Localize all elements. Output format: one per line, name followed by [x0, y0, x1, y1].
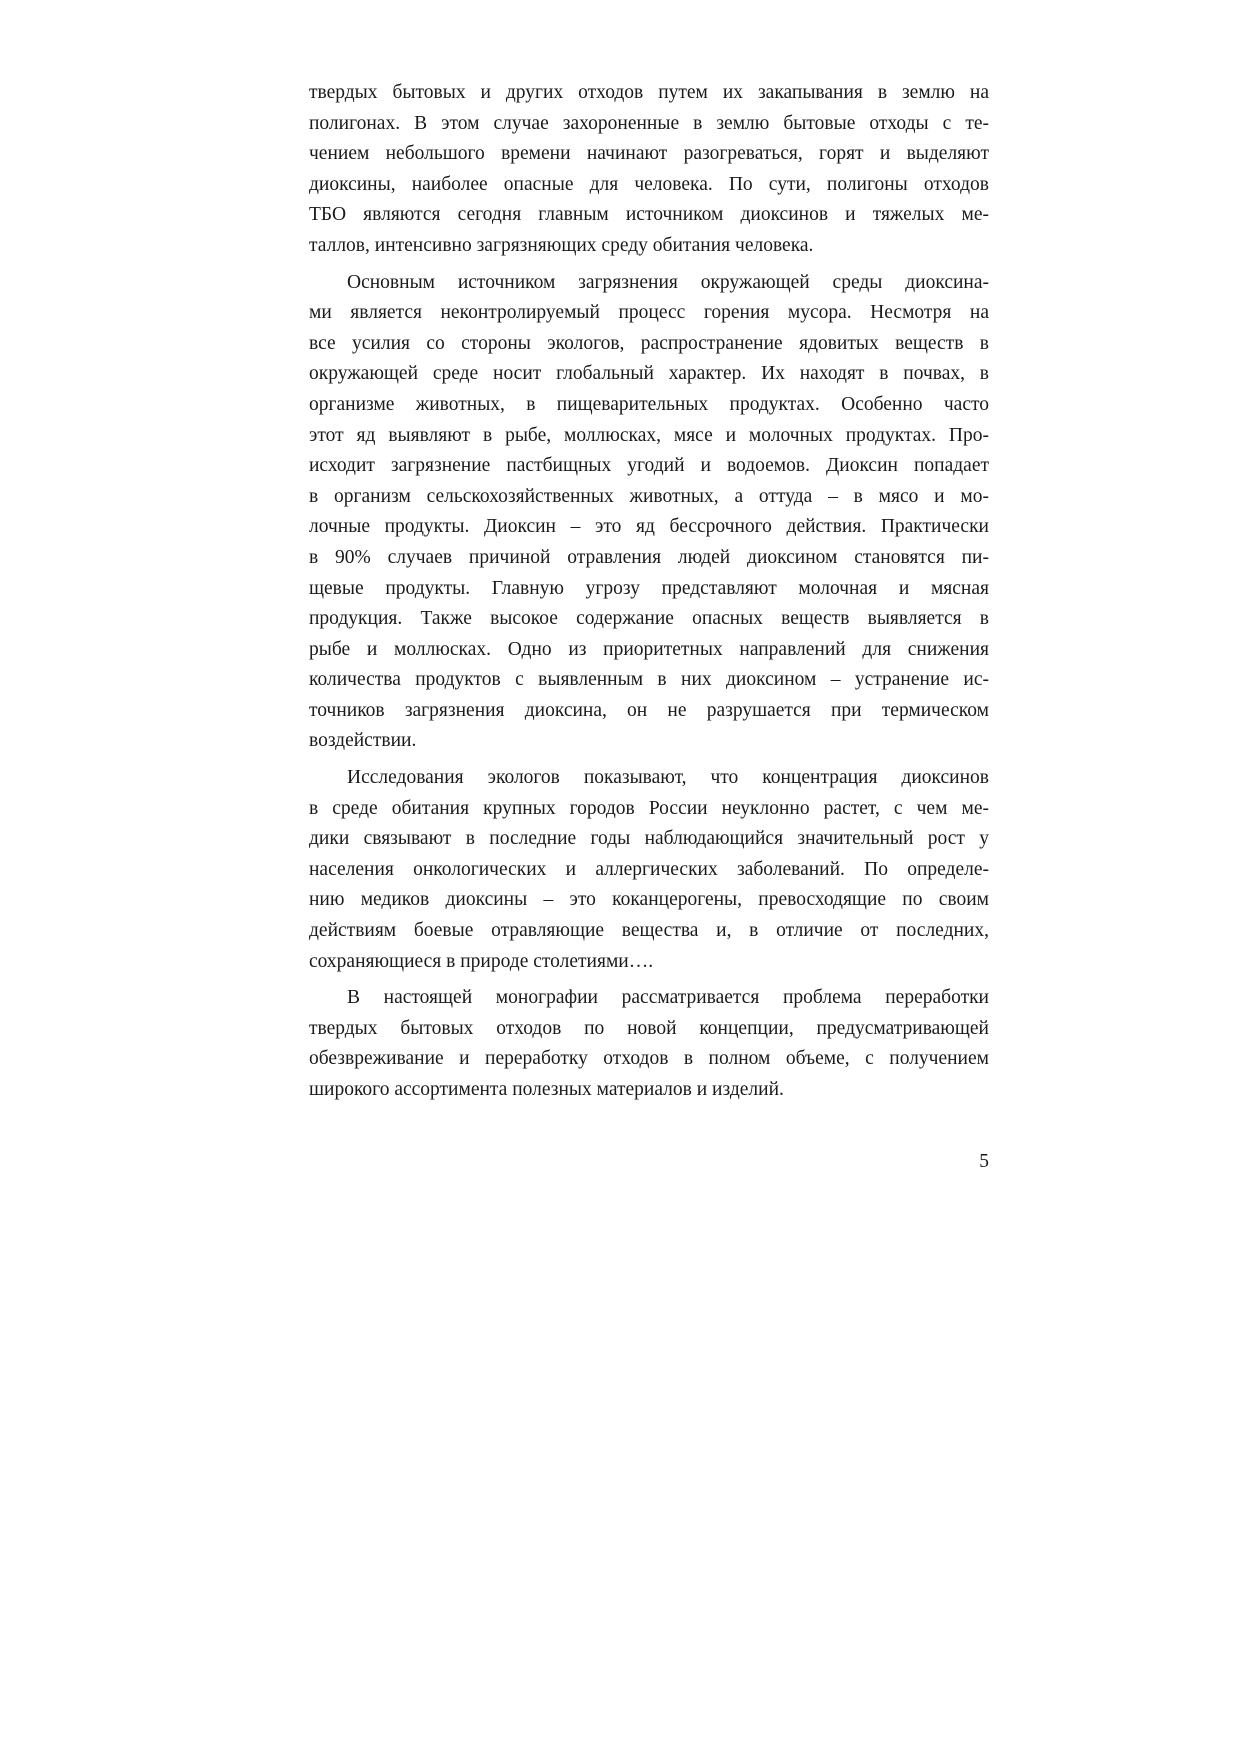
page-body — [309, 78, 989, 1106]
text-line: таллов, интенсивно загрязняющих среду обитания человека. — [309, 234, 814, 256]
text-line: населения онкологических и аллергических заболеваний. По определе- — [309, 858, 989, 880]
text-line: рыбе и моллюсках. Одно из приоритетных направлений для снижения — [309, 638, 989, 660]
page-number: 5 — [979, 1151, 989, 1172]
text-line: щевые продукты. Главную угрозу представляют молочная и мясная — [309, 577, 989, 599]
text-line: широкого ассортимента полезных материалов и изделий. — [309, 1079, 784, 1100]
text-line: Основным источником загрязнения окружающей среды диоксина- — [347, 271, 989, 293]
text-line: чением небольшого времени начинают разогреваться, горят и выделяют — [309, 143, 989, 165]
paragraph-3 — [309, 763, 989, 977]
text-line: все усилия со стороны экологов, распространение ядовитых веществ в — [309, 332, 989, 354]
text-line: дики связывают в последние годы наблюдающийся значительный рост у — [309, 828, 989, 850]
text-line: В настоящей монографии рассматривается проблема переработки — [347, 987, 989, 1009]
text-line: продукция. Также высокое содержание опасных веществ выявляется в — [309, 608, 989, 630]
text-line: диоксины, наиболее опасные для человека. По сути, полигоны отходов — [309, 173, 989, 195]
text-line: окружающей среде носит глобальный характер. Их находят в почвах, в — [309, 363, 989, 385]
paragraph-1 — [309, 78, 989, 262]
text-line: полигонах. В этом случае захороненные в землю бытовые отходы с те- — [309, 112, 989, 134]
text-line: в среде обитания крупных городов России неуклонно растет, с чем ме- — [309, 797, 989, 819]
text-line: Исследования экологов показывают, что концентрация диоксинов — [347, 767, 989, 789]
text-line: в организм сельскохозяйственных животных, а оттуда – в мясо и мо- — [309, 485, 989, 507]
text-line: лочные продукты. Диоксин – это яд бессрочного действия. Практически — [309, 516, 989, 538]
text-line: ТБО являются сегодня главным источником диоксинов и тяжелых ме- — [309, 204, 989, 226]
text-line: точников загрязнения диоксина, он не разрушается при термическом — [309, 699, 989, 721]
text-line: твердых бытовых и других отходов путем их закапывания в землю на — [309, 82, 989, 103]
text-line: нию медиков диоксины – это коканцерогены, превосходящие по своим — [309, 889, 989, 911]
text-line: сохраняющиеся в природе столетиями…. — [309, 950, 654, 972]
text-line: ми является неконтролируемый процесс горения мусора. Несмотря на — [309, 302, 989, 324]
paragraph-2 — [309, 268, 989, 758]
text-line: действиям боевые отравляющие вещества и, в отличие от последних, — [309, 920, 989, 942]
text-line: в 90% случаев причиной отравления людей диоксином становятся пи- — [309, 546, 989, 568]
text-line: исходит загрязнение пастбищных угодий и водоемов. Диоксин попадает — [309, 455, 989, 477]
text-line: обезвреживание и переработку отходов в полном объеме, с получением — [309, 1048, 989, 1070]
text-line: количества продуктов с выявленным в них диоксином – устранение ис- — [309, 669, 989, 691]
text-line: твердых бытовых отходов по новой концепции, предусматривающей — [309, 1017, 989, 1039]
text-line: воздействии. — [309, 730, 417, 752]
text-line: этот яд выявляют в рыбе, моллюсках, мясе и молочных продуктах. Про- — [309, 424, 989, 446]
text-line: организме животных, в пищеварительных продуктах. Особенно часто — [309, 393, 989, 415]
paragraph-4 — [309, 983, 989, 1105]
